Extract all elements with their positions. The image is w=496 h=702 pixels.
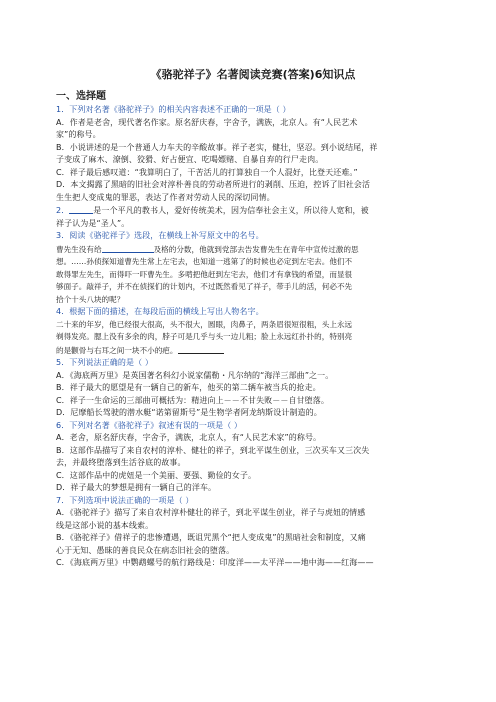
question-7-option-b-cont: 心于无知、愚昧的善良民众在病态旧社会的堕落。 [56, 545, 235, 555]
question-3-stem: 3．阅读《骆驼祥子》选段，在横线上补写原文中的名号。 [56, 231, 264, 240]
question-1-stem: 1．下列对名著《骆驼祥子》的相关内容表述不正确的一项是（ ） [56, 105, 291, 114]
question-1-option-c: C．祥子最后感叹道：“我算明白了，干苦活儿的打算独自一个人混好，比登天还难。” [56, 167, 358, 177]
question-2-number: 2． [56, 206, 70, 215]
question-6-option-d: D．祥子最大的梦想是拥有一辆自己的洋车。 [56, 483, 217, 492]
answer-blank [178, 344, 224, 354]
answer-blank [102, 243, 154, 253]
question-7-stem: 7．下列选项中说法正确的一项是（ ） [56, 495, 194, 505]
question-4-passage-line [56, 344, 450, 358]
question-1-option-a-cont: 家”的称号。 [56, 130, 101, 139]
question-3-passage-line: 拾个十头八块的呢？ [56, 294, 125, 304]
passage-text: 曹先生没有给 [56, 244, 102, 254]
answer-blank [69, 204, 93, 214]
question-5-option-c: C．祥子一生命运的三部曲可概括为：精进向上－－不甘失败－－自甘堕落。 [56, 395, 329, 405]
question-4-passage-line: 剃得发亮。腮上没有多余的肉，脖子可是几乎与头一边儿粗；脸上永远红扑扑的，特别亮 [56, 332, 353, 341]
question-1-option-b-cont: 子变成了麻木、潦倒、狡猾、好占便宜、吃喝嫖赌、自暴自弃的行尸走肉。 [56, 155, 324, 164]
question-1-option-b: B．小说讲述的是一个普通人力车夫的辛酸故事。祥子老实，健壮，坚忍。到小说结尾，祥 [56, 142, 378, 152]
question-4-passage-line: 二十来的年岁，他已经很大很高，头不很大，圆眼，肉鼻子，两条眉很短很粗，头上永远 [56, 319, 353, 329]
question-6-stem: 6．下列对名著《骆驼祥子》叙述有误的一项是（ ） [56, 420, 243, 430]
question-6-option-b: B．这部作品描写了来自农村的淳朴、健壮的祥子，到北平谋生创业，三次买车又三次失 [56, 445, 370, 455]
question-2-cont: 祥子认为是“圣人”。 [56, 218, 130, 228]
question-5-stem: 5．下列说法正确的是（ ） [56, 358, 153, 367]
question-3-passage-line: 想。……孙侦探知道曹先生常上左宅去，也知道一逃第了的时候也必定到左宅去。他们不 [56, 257, 353, 266]
question-6-option-a: A．老舍，原名舒庆春，字舍予，满族，北京人，有“人民艺术家”的称号。 [56, 433, 322, 442]
question-1-option-a: A．作者是老舍，现代著名作家。原名舒庆春，字舍予，满族，北京人。有“人民艺术 [56, 117, 358, 127]
question-5-option-a: A．《海底两万里》是英国著名科幻小说家儒勒・凡尔纳的“海洋三部曲”之一。 [56, 370, 334, 380]
question-2-stem [56, 204, 450, 218]
question-1-option-d: D．本文揭露了黑暗的旧社会对淳朴善良的劳动者所进行的剥削、压迫，控诉了旧社会活 [56, 180, 371, 189]
question-3-passage-line: 够面子。敲祥子，并不在侦探们的计划内，不过既然看见了祥子，带手儿的活，何必不先 [56, 282, 353, 291]
question-5-option-d: D．尼摩船长驾驶的潜水艇“诺第留斯号”是生物学者阿龙纳斯设计制造的。 [56, 408, 322, 417]
question-6-option-b-cont: 去，并最终堕落到生活谷底的故事。 [56, 458, 186, 467]
question-1-option-d-cont: 生生把人变成鬼的罪恶，表达了作者对劳动人民的深切同情。 [56, 192, 275, 202]
question-7-option-c: C．《海底两万里》中鹦鹉螺号的航行路线是：印度洋——太平洋——地中海——红海—— [56, 558, 374, 567]
question-7-option-a-cont: 线是这部小说的基本线索。 [56, 520, 154, 530]
question-4-stem: 4．根据下面的描述，在每段后面的横线上写出人物名字。 [56, 307, 264, 316]
question-3-passage-line [56, 243, 450, 257]
question-7-option-a: A．《骆驼祥子》描写了来自农村淳朴健壮的祥子，到北平谋生创业，祥子与虎妞的情感 [56, 508, 366, 517]
question-7-option-b: B．《骆驼祥子》借祥子的悲惨遭遇，既诅咒黑个“把人变成鬼”的黑暗社会和制度，又痛 [56, 533, 366, 542]
passage-text: 的是颧骨与右耳之间一块不小的疤。 [56, 345, 178, 355]
question-2-text: 是一个平凡的教书人，爱好传统美术，因为信奉社会主义，所以待人宽和，被 [93, 206, 369, 215]
section-heading: 一、选择题 [56, 91, 106, 102]
passage-text: 及格的分数，他就到党部去告发曹先生在青年中宣传过激的思 [153, 244, 359, 254]
question-3-passage-line: 敢得罪左先生，而得吓一吓曹先生。多啃把他赶到左宅去，他们才有拿钱的希望，而显很 [56, 269, 353, 279]
page-title: 《骆驼祥子》名著阅读竞赛(答案)6知识点 [150, 68, 356, 81]
question-6-option-c: C．这部作品中的虎妞是一个美丽、要强、勤俭的女子。 [56, 470, 257, 480]
question-5-option-b: B．祥子最大的愿望是有一辆自己的新车，他买的第二辆车被当兵的抢走。 [56, 383, 321, 392]
